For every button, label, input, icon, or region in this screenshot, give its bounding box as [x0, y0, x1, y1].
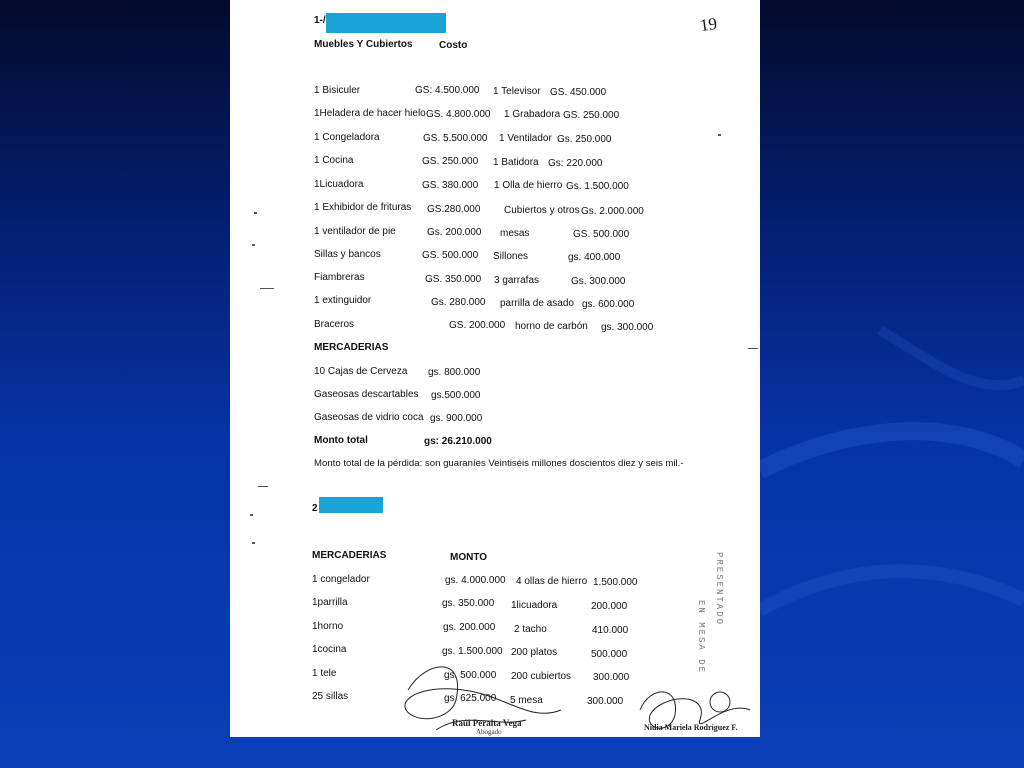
row-price2: gs. 600.000	[582, 299, 635, 310]
row-price: GS. 500.000	[422, 250, 479, 261]
merc-item: Gaseosas de vidrio coca	[314, 412, 424, 423]
row-item2: 1 Grabadora	[504, 109, 561, 120]
section2-col-item: MERCADERIAS	[312, 550, 387, 561]
row-price: gs. 500.000	[444, 670, 497, 681]
row-price: gs. 625.000	[444, 693, 497, 704]
row-price2: 500.000	[591, 649, 628, 660]
row-item2: Sillones	[493, 251, 529, 262]
section2-col-amount: MONTO	[450, 552, 488, 563]
row-price2: GS. 450.000	[550, 87, 607, 98]
row-price: gs. 1.500.000	[442, 646, 503, 657]
row-price: gs. 200.000	[443, 622, 496, 633]
row-item: 1 tele	[312, 668, 337, 679]
redacted-name-2	[319, 497, 383, 513]
row-item: 25 sillas	[312, 691, 349, 702]
section1-merc-heading: MERCADERIAS	[314, 342, 389, 353]
scan-speck	[260, 288, 274, 289]
row-price2: 300.000	[593, 672, 630, 683]
row-item2: parrilla de asado	[500, 298, 574, 309]
row-price2: Gs. 2.000.000	[581, 206, 644, 217]
scan-speck	[258, 486, 268, 487]
total-value: gs: 26.210.000	[424, 436, 492, 447]
signature-name-2: Nidia Mariela Rodríguez F.	[644, 723, 738, 732]
stamp-line-2: EN MESA DE	[696, 600, 706, 675]
row-item: Fiambreras	[314, 272, 365, 283]
section1-prefix: 1-/	[314, 15, 326, 26]
row-price: gs. 350.000	[442, 598, 495, 609]
row-item2: 200 cubiertos	[511, 671, 572, 682]
merc-price: gs. 900.000	[430, 413, 483, 424]
merc-price: gs. 800.000	[428, 367, 481, 378]
row-price: gs. 4.000.000	[445, 575, 506, 586]
row-price2: gs. 400.000	[568, 252, 621, 263]
row-item: 1 extinguidor	[314, 295, 372, 306]
row-price2: Gs. 300.000	[571, 276, 626, 287]
row-item2: 5 mesa	[510, 695, 543, 706]
row-item: 1horno	[312, 621, 344, 632]
row-price2: Gs: 220.000	[548, 158, 603, 169]
row-item: 1 Bisiculer	[314, 85, 361, 96]
row-price: GS. 350.000	[425, 274, 482, 285]
scan-speck	[250, 514, 253, 516]
page-number: 19	[698, 13, 719, 36]
row-item2: 200 platos	[511, 647, 558, 658]
row-item2: 1 Televisor	[493, 86, 541, 97]
row-item: 1 ventilador de pie	[314, 226, 396, 237]
scan-speck	[252, 244, 255, 246]
row-item: 1Licuadora	[314, 179, 364, 190]
row-item: Sillas y bancos	[314, 249, 381, 260]
row-item2: 1 Olla de hierro	[494, 180, 563, 191]
total-text: Monto total de la pérdida: son guaraníes Veintiséis millones doscientos diez y seis mil.-	[314, 458, 684, 469]
row-item: 1 Exhibidor de frituras	[314, 202, 412, 213]
row-item2: horno de carbón	[515, 321, 588, 332]
stamp-line-1: PRESENTADO	[714, 552, 724, 627]
row-price2: 1.500.000	[593, 577, 638, 588]
row-item2: 2 tacho	[514, 624, 547, 635]
row-price: GS. 5.500.000	[423, 133, 488, 144]
row-price2: 300.000	[587, 696, 624, 707]
row-item2: 4 ollas de hierro	[516, 576, 588, 587]
row-item2: 3 garrafas	[494, 275, 540, 286]
row-price2: GS. 500.000	[573, 229, 630, 240]
row-price: GS. 380.000	[422, 180, 479, 191]
row-item: Braceros	[314, 319, 355, 330]
row-price2: 200.000	[591, 601, 628, 612]
row-price: GS. 4.800.000	[426, 109, 491, 120]
row-item: 1 congelador	[312, 574, 370, 585]
row-price2: Gs. 1.500.000	[566, 181, 629, 192]
section2-prefix: 2	[312, 503, 318, 514]
scan-speck	[254, 212, 257, 214]
row-price: GS: 4.500.000	[415, 85, 480, 96]
scan-speck	[252, 542, 255, 544]
row-item: 1 Cocina	[314, 155, 354, 166]
row-price: GS.280.000	[427, 204, 481, 215]
merc-price: gs.500.000	[431, 390, 481, 401]
section1-col-cost: Costo	[439, 40, 468, 51]
row-item2: mesas	[500, 228, 530, 239]
row-price: Gs. 200.000	[427, 227, 482, 238]
row-item2: Cubiertos y otros	[504, 205, 580, 216]
row-price2: 410.000	[592, 625, 629, 636]
scan-speck	[718, 134, 721, 136]
signature-title-1: Abogado	[476, 728, 502, 736]
row-item: 1 Congeladora	[314, 132, 380, 143]
row-price2: Gs. 250.000	[557, 134, 612, 145]
row-item: 1Heladera de hacer hielo	[314, 108, 426, 119]
total-label: Monto total	[314, 435, 368, 446]
row-item2: 1licuadora	[511, 600, 558, 611]
section1-col-item: Muebles Y Cubiertos	[314, 39, 413, 50]
merc-item: Gaseosas descartables	[314, 389, 419, 400]
document-page	[230, 0, 760, 737]
row-item2: 1 Ventilador	[499, 133, 552, 144]
row-price: GS. 250.000	[422, 156, 479, 167]
scan-speck	[748, 348, 758, 349]
row-price: GS. 200.000	[449, 320, 506, 331]
row-item2: 1 Batidora	[493, 157, 539, 168]
row-item: 1cocina	[312, 644, 347, 655]
row-item: 1parrilla	[312, 597, 348, 608]
row-price2: gs. 300.000	[601, 322, 654, 333]
redacted-name-1	[326, 13, 446, 33]
signature-name-1: Raúl Peralta Vega	[452, 718, 522, 728]
row-price2: GS. 250.000	[563, 110, 620, 121]
row-price: Gs. 280.000	[431, 297, 486, 308]
merc-item: 10 Cajas de Cerveza	[314, 366, 408, 377]
